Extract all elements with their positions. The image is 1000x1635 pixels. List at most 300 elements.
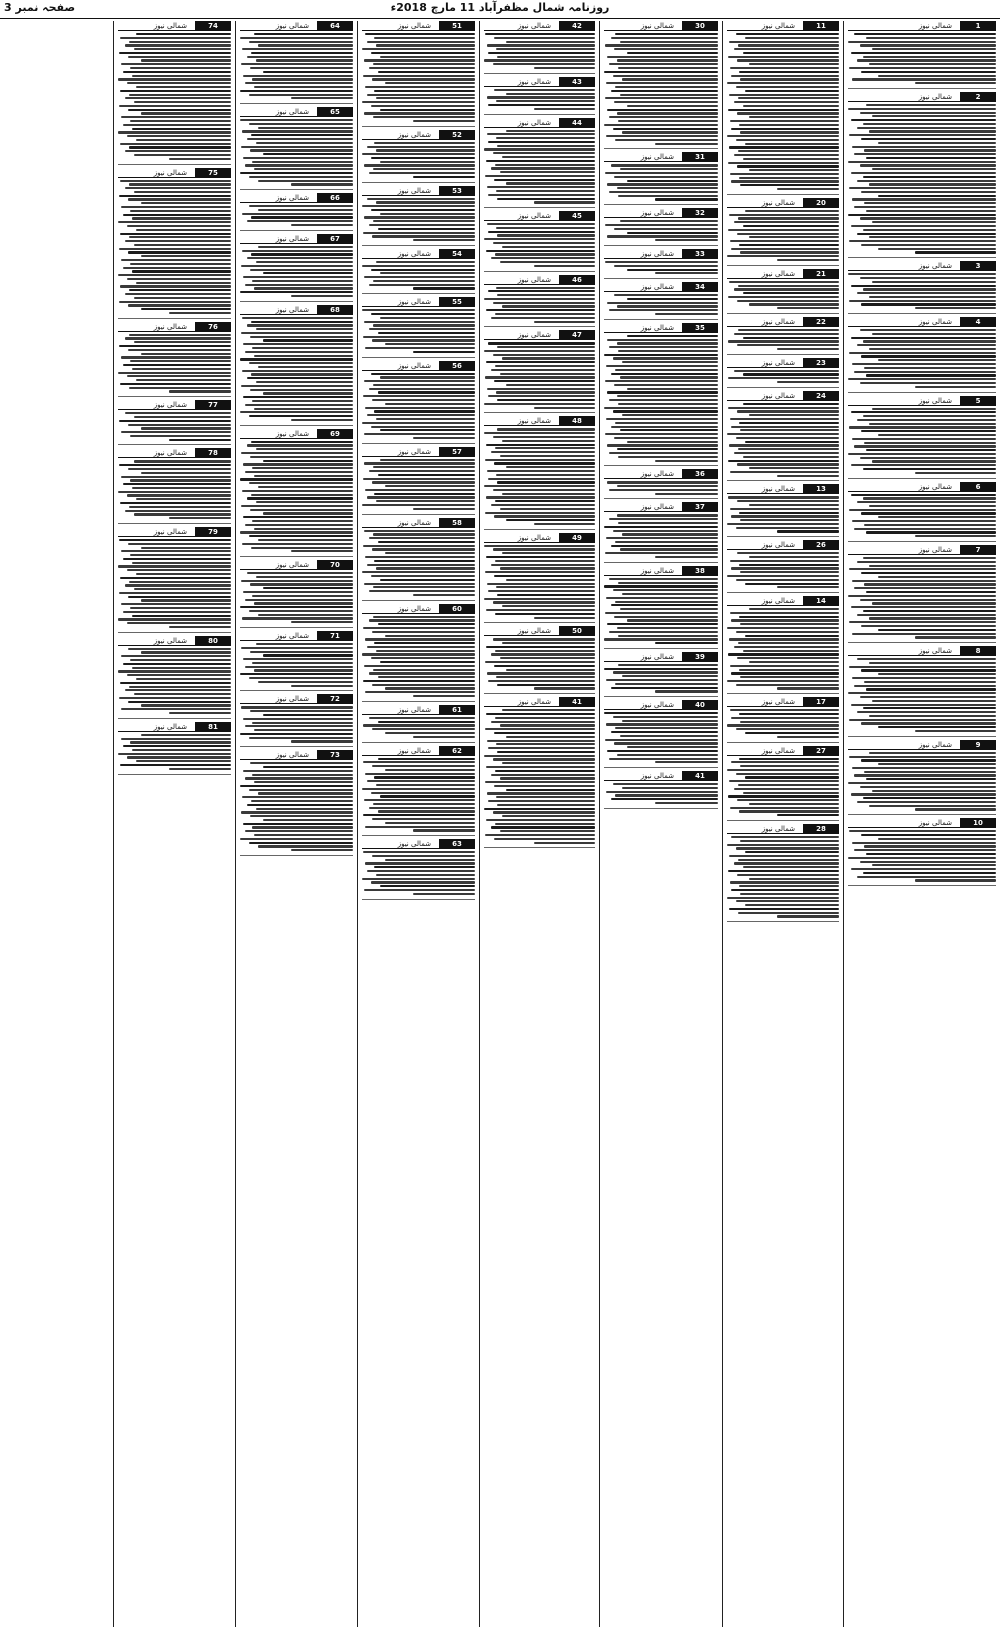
notice-label: شمالی نیوز [918, 819, 952, 828]
text-line [869, 565, 996, 567]
text-line [245, 599, 353, 601]
text-line [129, 387, 231, 389]
notice-header [727, 317, 839, 327]
text-line [362, 571, 475, 573]
text-line [491, 167, 595, 169]
notice-label: شمالی نیوز [275, 561, 309, 570]
text-line [614, 265, 718, 267]
text-line [169, 768, 231, 770]
text-line [240, 785, 353, 787]
notice-entry [727, 317, 839, 355]
text-line [493, 63, 595, 65]
text-line [250, 762, 353, 764]
text-line [745, 441, 839, 443]
notice-header [362, 705, 475, 715]
notice-header [240, 631, 353, 641]
text-line [362, 504, 475, 506]
text-line [615, 33, 718, 35]
notice-label: شمالی نیوز [640, 566, 674, 575]
text-line [240, 37, 353, 39]
text-line [413, 695, 475, 697]
text-line [739, 616, 839, 618]
text-line [502, 305, 595, 307]
text-line [617, 59, 718, 61]
text-line [627, 619, 718, 621]
text-line [857, 59, 996, 61]
text-line [373, 616, 475, 618]
text-line [609, 63, 718, 65]
text-line [169, 390, 231, 392]
text-line [849, 830, 996, 832]
text-line [618, 67, 718, 69]
text-line [502, 552, 595, 554]
text-line [854, 528, 996, 530]
text-line [240, 119, 353, 121]
text-line [863, 497, 996, 499]
text-line [369, 172, 475, 174]
text-line [730, 807, 839, 809]
notice-number: 2 [960, 92, 996, 102]
text-line [491, 564, 595, 566]
notice-label: شمالی نیوز [918, 318, 952, 326]
notice-header [727, 391, 839, 401]
text-line [749, 608, 839, 610]
notice-header [848, 92, 996, 102]
text-line [245, 725, 353, 727]
text-line [740, 429, 839, 431]
text-line [609, 631, 718, 633]
notice-header [604, 21, 718, 31]
text-line [743, 792, 839, 794]
text-line [606, 791, 718, 793]
notice-number: 33 [682, 249, 718, 259]
text-line [247, 444, 353, 446]
text-line [488, 747, 595, 749]
text-line [617, 305, 718, 307]
notice-header [240, 107, 353, 117]
text-line [737, 463, 839, 465]
text-line [607, 183, 718, 185]
notice-label: شمالی نیوز [761, 541, 795, 550]
text-line [849, 666, 996, 668]
text-line [493, 242, 595, 244]
text-line [247, 257, 353, 259]
text-line [243, 343, 353, 345]
text-line [728, 162, 839, 164]
text-line [247, 804, 353, 806]
text-line [622, 675, 718, 677]
text-line [243, 157, 353, 159]
text-line [141, 547, 231, 549]
text-line [627, 388, 718, 390]
notice-entry [848, 818, 996, 886]
text-line [118, 78, 231, 80]
text-line [749, 63, 839, 65]
text-line [385, 769, 475, 771]
text-line [863, 797, 996, 799]
text-line [739, 885, 839, 887]
notice-entry [604, 771, 718, 809]
text-line [614, 228, 718, 230]
notice-entry [604, 700, 718, 768]
notice-entry [727, 746, 839, 822]
text-line [372, 399, 475, 401]
text-line [878, 726, 996, 728]
notice-entry [118, 527, 231, 633]
text-line [611, 687, 718, 689]
text-line [242, 213, 353, 215]
text-line [655, 143, 718, 145]
text-line [249, 415, 353, 417]
notice-header [240, 305, 353, 315]
text-line [240, 673, 353, 675]
text-line [617, 187, 718, 189]
text-line [864, 524, 996, 526]
notice-header [362, 297, 475, 307]
text-line [604, 585, 718, 587]
text-line [372, 728, 475, 730]
text-line [622, 720, 718, 722]
text-line [493, 811, 595, 813]
text-line [737, 344, 839, 346]
text-line [869, 752, 996, 754]
text-line [500, 657, 595, 659]
text-line [731, 619, 839, 621]
text-line [249, 362, 353, 364]
text-line [486, 819, 595, 821]
text-line [258, 209, 353, 211]
text-line [749, 236, 839, 238]
text-line [878, 142, 996, 144]
notice-number: 62 [439, 746, 475, 756]
text-line [496, 48, 595, 50]
text-line [485, 512, 595, 514]
text-line [380, 459, 475, 461]
notice-label: شمالی نیوز [918, 262, 952, 271]
notice-number: 47 [559, 330, 595, 340]
text-line [728, 496, 839, 498]
column-divider [479, 21, 480, 1627]
text-line [849, 352, 996, 354]
notice-entry [118, 722, 231, 775]
notice-number: 61 [439, 705, 475, 715]
text-line [500, 171, 595, 173]
text-line [362, 48, 475, 50]
text-line [731, 515, 839, 517]
text-line [729, 855, 839, 857]
text-line [506, 182, 595, 184]
text-line [729, 146, 839, 148]
text-line [252, 662, 353, 664]
text-line [127, 225, 231, 227]
text-line [491, 721, 595, 723]
text-line [243, 658, 353, 660]
text-line [494, 838, 595, 840]
text-line [617, 395, 718, 397]
text-line [869, 805, 996, 807]
text-line [240, 733, 353, 735]
notice-number: 13 [803, 484, 839, 494]
text-line [413, 239, 475, 241]
notice-header [604, 566, 718, 576]
text-line [372, 481, 475, 483]
text-line [488, 478, 595, 480]
text-line [378, 474, 475, 476]
text-line [506, 519, 595, 521]
text-line [376, 500, 475, 502]
text-line [363, 232, 475, 234]
notice-entry [848, 545, 996, 643]
text-line [745, 37, 839, 39]
text-line [864, 845, 996, 847]
text-line [251, 52, 353, 54]
text-line [607, 623, 718, 625]
text-line [863, 557, 996, 559]
text-line [487, 672, 595, 674]
text-line [611, 604, 718, 606]
text-line [369, 537, 475, 539]
text-line [739, 713, 839, 715]
notice-number: 40 [682, 700, 718, 710]
text-line [380, 213, 475, 215]
text-line [385, 687, 475, 689]
text-line [617, 627, 718, 629]
notice-number: 74 [195, 21, 231, 31]
notice-entry [604, 249, 718, 279]
text-line [120, 233, 231, 235]
notice-entry [484, 21, 595, 74]
text-line [869, 348, 996, 350]
text-line [119, 248, 231, 250]
text-line [611, 373, 718, 375]
text-line [250, 67, 353, 69]
text-line [484, 298, 595, 300]
notice-header [118, 527, 231, 537]
text-line [738, 44, 839, 46]
text-line [369, 470, 475, 472]
notice-label: شمالی نیوز [640, 153, 674, 162]
text-line [119, 592, 231, 594]
text-line [863, 707, 996, 709]
notice-label: شمالی نیوز [153, 449, 187, 458]
text-line [251, 321, 353, 323]
text-line [374, 142, 475, 144]
text-line [385, 822, 475, 824]
text-line [365, 862, 475, 864]
text-line [413, 893, 475, 895]
text-line [857, 292, 996, 294]
text-line [738, 448, 839, 450]
text-line [141, 704, 231, 706]
notice-label: شمالی نیوز [153, 322, 187, 331]
text-line [118, 618, 231, 620]
text-line [365, 347, 475, 349]
text-line [606, 365, 718, 367]
text-line [254, 33, 353, 35]
text-line [245, 777, 353, 779]
text-line [655, 239, 718, 241]
notice-entry [118, 636, 231, 719]
text-line [915, 730, 996, 732]
text-line [851, 793, 996, 795]
text-line [495, 313, 595, 315]
text-line [614, 48, 718, 50]
text-line [120, 143, 231, 145]
text-line [861, 303, 996, 305]
text-line [655, 690, 718, 692]
text-line [627, 52, 718, 54]
text-line [749, 169, 839, 171]
text-line [497, 684, 595, 686]
text-line [851, 285, 996, 287]
text-line [291, 621, 353, 623]
text-line [486, 766, 595, 768]
text-line [502, 493, 595, 495]
text-line [485, 661, 595, 663]
text-line [487, 792, 595, 794]
text-line [127, 135, 231, 137]
text-line [730, 173, 839, 175]
text-line [132, 128, 231, 130]
text-line [119, 105, 231, 107]
text-line [915, 386, 996, 388]
column-3 [604, 21, 718, 1627]
text-line [367, 780, 475, 782]
text-line [128, 251, 231, 253]
text-line [242, 617, 353, 619]
text-line [263, 766, 353, 768]
text-line [860, 382, 996, 384]
notice-header [848, 818, 996, 828]
text-line [241, 146, 353, 148]
text-line [493, 354, 595, 356]
text-line [737, 552, 839, 554]
text-line [851, 868, 996, 870]
text-line [607, 391, 718, 393]
text-line [737, 59, 839, 61]
text-line [860, 696, 996, 698]
text-line [915, 808, 996, 810]
text-line [731, 761, 839, 763]
text-line [743, 403, 839, 405]
text-line [373, 586, 475, 588]
text-line [730, 881, 839, 883]
text-line [121, 738, 231, 740]
text-line [500, 777, 595, 779]
text-line [371, 657, 475, 659]
text-line [500, 455, 595, 457]
text-line [618, 195, 718, 197]
text-line [254, 287, 353, 289]
text-line [872, 790, 996, 792]
text-line [484, 485, 595, 487]
text-line [484, 403, 595, 405]
notice-entry [484, 118, 595, 209]
column-divider [722, 21, 723, 1627]
text-line [254, 168, 353, 170]
text-line [734, 221, 839, 223]
text-line [731, 75, 839, 77]
text-line [736, 773, 839, 775]
text-line [496, 287, 595, 289]
text-line [729, 281, 839, 283]
text-line [127, 278, 231, 280]
text-line [374, 776, 475, 778]
notice-label: شمالی نیوز [640, 772, 674, 781]
text-line [493, 152, 595, 154]
notice-number: 52 [439, 130, 475, 140]
text-line [915, 82, 996, 84]
text-line [495, 717, 595, 719]
text-line [369, 67, 475, 69]
text-line [369, 619, 475, 621]
text-line [118, 221, 231, 223]
text-line [738, 329, 839, 331]
text-line [728, 377, 839, 379]
text-line [496, 586, 595, 588]
text-line [866, 374, 996, 376]
text-line [609, 346, 718, 348]
text-line [737, 799, 839, 801]
notice-label: شمالی نیوز [761, 391, 795, 400]
text-line [242, 370, 353, 372]
notice-number: 38 [682, 566, 718, 576]
text-line [125, 97, 231, 99]
notice-number: 1 [960, 21, 996, 31]
text-line [367, 94, 475, 96]
text-line [254, 669, 353, 671]
notice-entry [240, 107, 353, 190]
notice-header [362, 130, 475, 140]
text-line [502, 246, 595, 248]
masthead [0, 0, 1000, 19]
notice-header [727, 269, 839, 279]
text-line [245, 164, 353, 166]
text-line [493, 302, 595, 304]
notice-header [848, 646, 996, 656]
notice-label: شمالی نیوز [397, 518, 431, 527]
text-line [141, 59, 231, 61]
text-line [118, 753, 231, 755]
text-line [371, 157, 475, 159]
notice-label: شمالی نیوز [397, 705, 431, 714]
text-line [249, 482, 353, 484]
text-line [777, 348, 839, 350]
text-line [487, 223, 595, 225]
text-line [247, 377, 353, 379]
text-line [627, 105, 718, 107]
text-line [487, 583, 595, 585]
notice-number: 80 [195, 636, 231, 646]
text-line [606, 723, 718, 725]
text-line [605, 224, 718, 226]
text-line [263, 153, 353, 155]
text-line [119, 697, 231, 699]
notice-label: شمالی نیوز [397, 130, 431, 139]
notice-label: شمالی نیوز [153, 22, 187, 30]
text-line [242, 130, 353, 132]
text-line [118, 274, 231, 276]
text-line [861, 572, 996, 574]
notice-entry [484, 330, 595, 413]
text-line [254, 475, 353, 477]
notice-number: 81 [195, 722, 231, 732]
text-line [866, 591, 996, 593]
text-line [251, 441, 353, 443]
notice-entry [604, 469, 718, 499]
text-line [380, 885, 475, 887]
notice-header [240, 750, 353, 760]
